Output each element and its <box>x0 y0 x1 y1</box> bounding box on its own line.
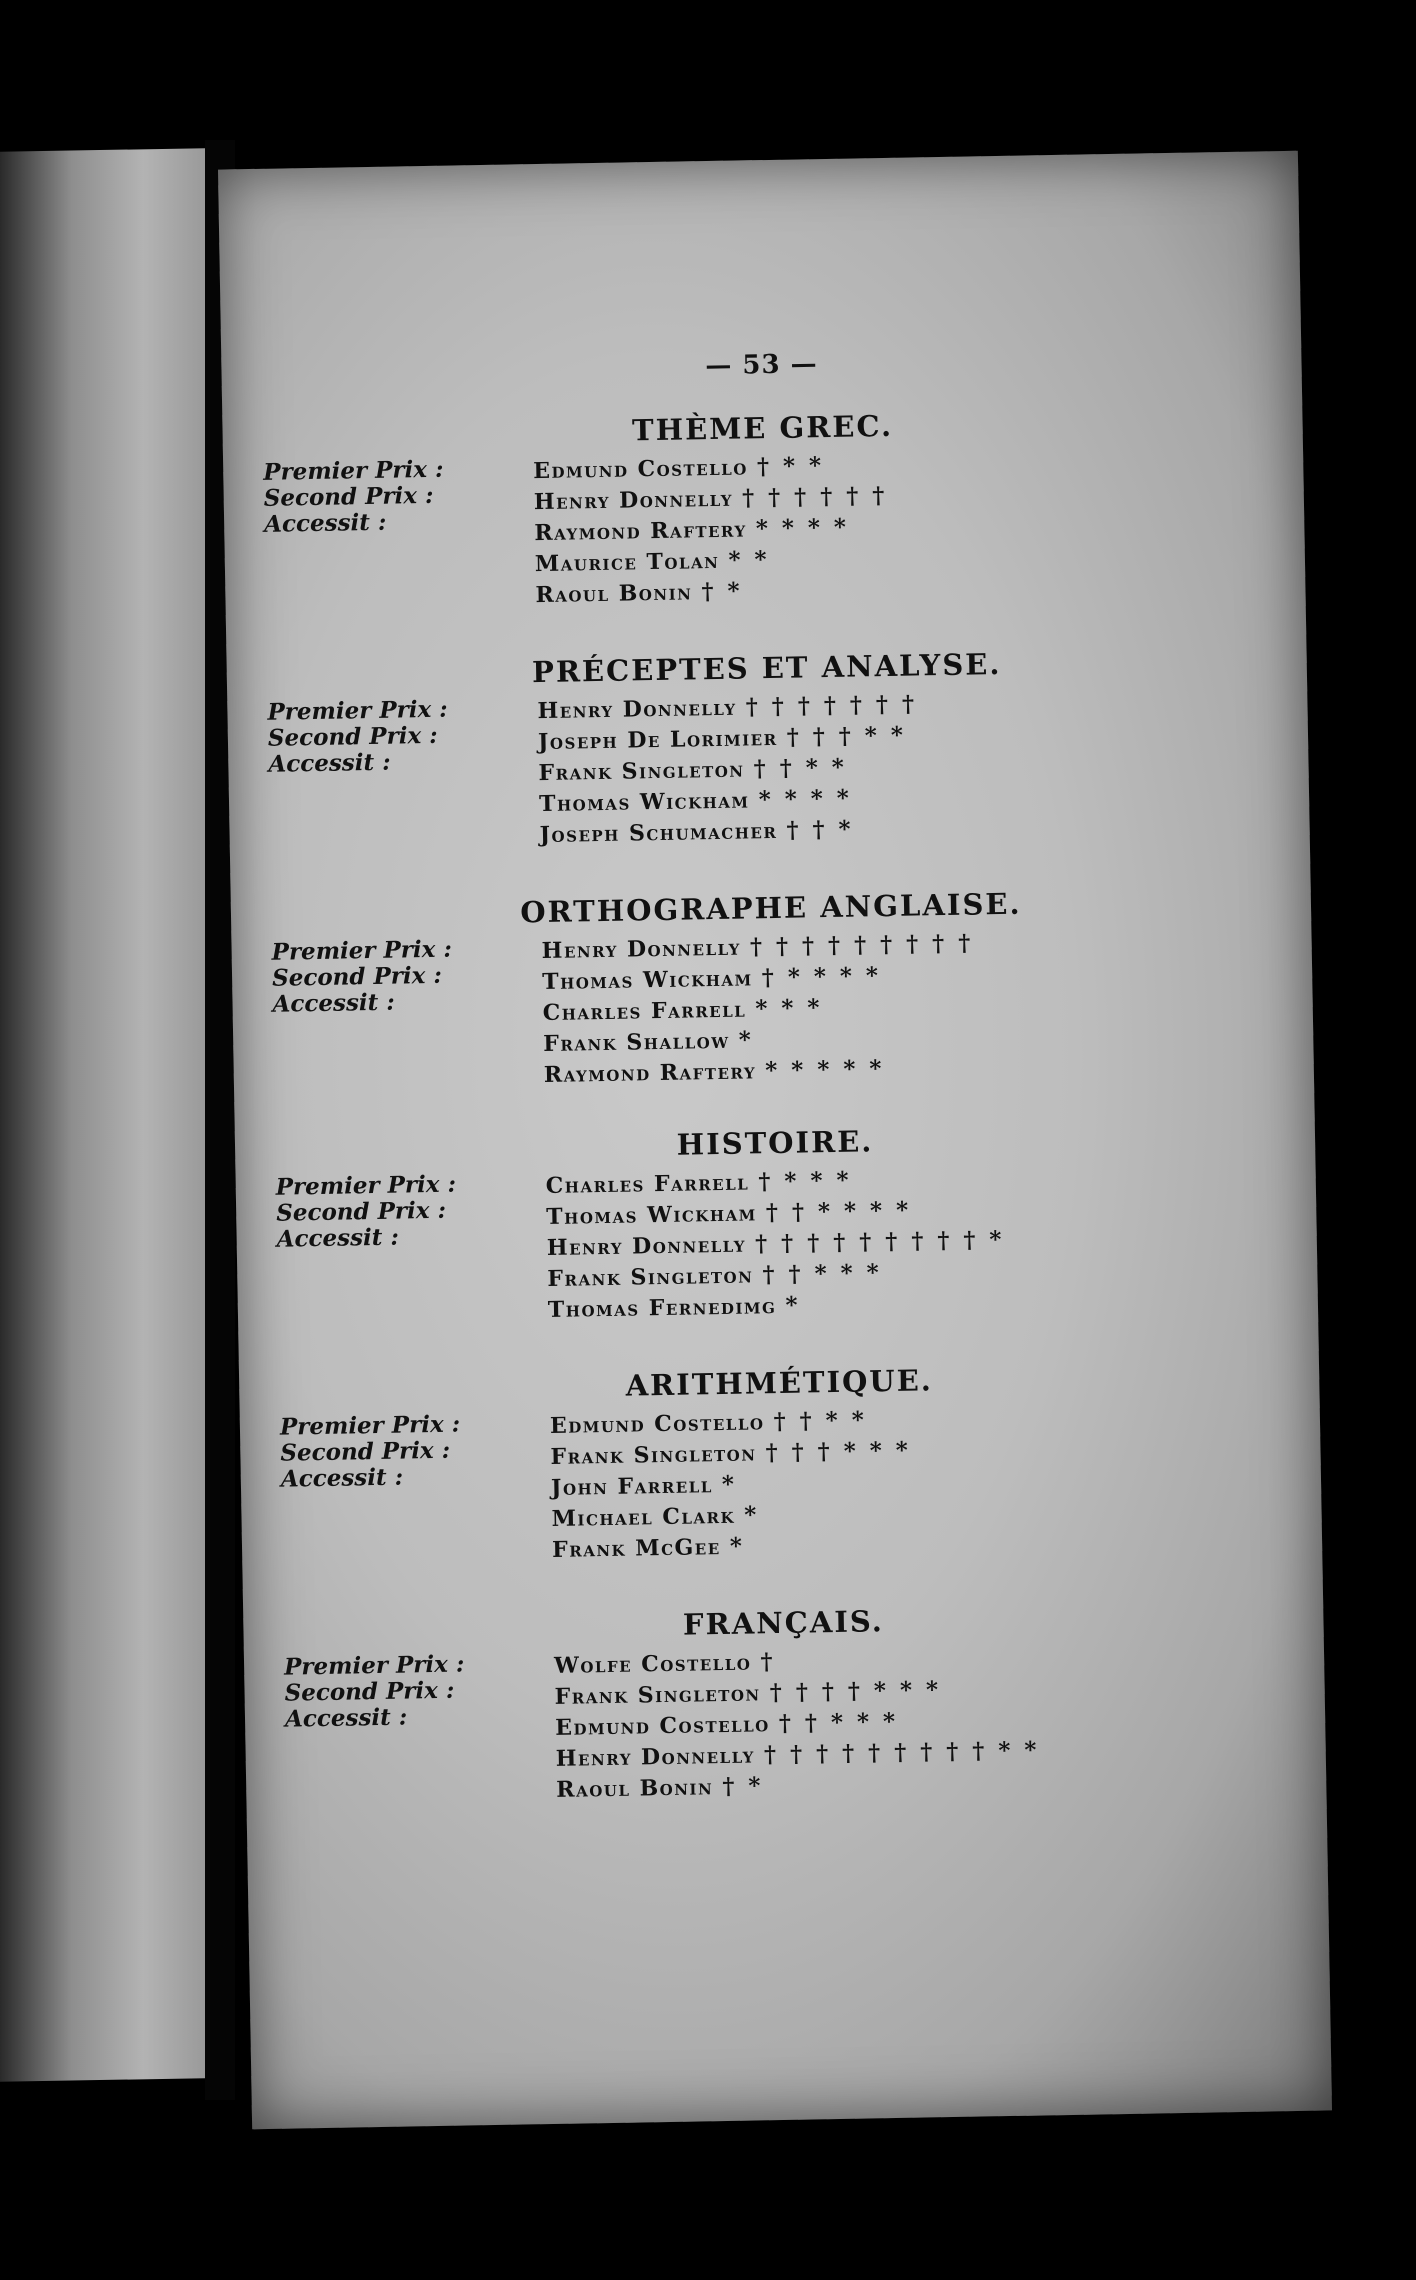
prize-names <box>545 1160 1108 1325</box>
prize-list <box>240 1397 1323 1576</box>
prize-labels <box>280 1411 471 1492</box>
prize-labels <box>267 696 458 777</box>
distinction-marks: * <box>743 1501 760 1529</box>
accessit-label: Accessit : <box>276 1223 400 1253</box>
prize-names <box>533 445 1096 610</box>
student-name: Thomas Wickham <box>541 965 753 996</box>
page-content <box>218 151 1332 2130</box>
distinction-marks: † * <box>722 1772 764 1801</box>
premier-prix-label: Premier Prix : <box>267 695 448 726</box>
student-name: Thomas Fernedimg <box>547 1293 777 1323</box>
distinction-marks: † * <box>701 577 743 606</box>
student-name: Edmund Costello <box>533 454 748 485</box>
prize-list <box>227 682 1310 861</box>
distinction-marks: † † † † † † † <box>745 690 918 721</box>
left-page-edge <box>0 148 205 2082</box>
section-title: HISTOIRE. <box>676 1124 874 1162</box>
second-prix-label: Second Prix : <box>267 721 438 752</box>
distinction-marks: † * * <box>756 452 825 481</box>
distinction-marks: * * <box>728 546 770 574</box>
section-orthographe-anglaise <box>231 876 1314 1101</box>
distinction-marks: † † * * <box>773 1406 867 1436</box>
distinction-marks: † † * <box>786 815 854 844</box>
prize-labels <box>284 1651 475 1732</box>
section-histoire <box>235 1111 1318 1336</box>
premier-prix-label: Premier Prix : <box>271 935 453 966</box>
student-name: Joseph De Lorimier <box>537 724 778 756</box>
section-title: PRÉCEPTES ET ANALYSE. <box>531 646 1002 690</box>
premier-prix-label: Premier Prix : <box>275 1170 457 1201</box>
student-name: Michael Clark <box>551 1502 736 1532</box>
distinction-marks: † * * * <box>758 1166 852 1196</box>
distinction-marks: * <box>721 1470 738 1498</box>
distinction-marks: † † * * <box>753 753 848 783</box>
student-name: Henry Donnelly <box>546 1231 747 1261</box>
prize-labels <box>263 457 454 538</box>
prize-list <box>231 922 1314 1101</box>
student-name: Frank Shallow <box>543 1027 730 1058</box>
distinction-marks: † † * * * <box>778 1707 899 1738</box>
student-name: Frank Singleton <box>538 756 745 787</box>
distinction-marks: * * * * * <box>765 1055 885 1085</box>
second-prix-label: Second Prix : <box>271 961 443 992</box>
distinction-marks: * <box>738 1026 755 1054</box>
accessit-label: Accessit : <box>284 1703 408 1733</box>
distinction-marks: * <box>729 1532 746 1560</box>
student-name: Charles Farrell <box>545 1169 750 1200</box>
student-name: Frank Singleton <box>550 1440 757 1470</box>
student-name: Raoul Bonin <box>556 1774 714 1803</box>
student-name: Henry Donnelly <box>555 1742 756 1772</box>
prize-list <box>244 1636 1327 1815</box>
accessit-label: Accessit : <box>268 748 391 778</box>
distinction-marks: † † † † † † † † † * <box>754 1226 1005 1258</box>
student-name: Raoul Bonin <box>535 579 693 609</box>
distinction-marks: † † * * * * <box>765 1196 912 1227</box>
student-name: Edmund Costello <box>549 1409 765 1439</box>
section-title: ORTHOGRAPHE ANGLAISE. <box>520 886 1022 930</box>
distinction-marks: † † † † † † † † † <box>749 929 974 961</box>
student-name: Raymond Raftery <box>534 516 747 547</box>
student-name: Edmund Costello <box>555 1711 770 1741</box>
prize-names <box>550 1400 1113 1565</box>
accessit-label: Accessit : <box>272 988 396 1018</box>
distinction-marks: * * * <box>755 994 823 1023</box>
section-francais <box>243 1591 1326 1816</box>
student-name: Charles Farrell <box>542 996 747 1027</box>
student-name: Joseph Schumacher <box>539 817 778 849</box>
distinction-marks: † <box>760 1648 776 1676</box>
section-title: THÈME GREC. <box>631 408 894 448</box>
section-arithmetique <box>239 1351 1322 1576</box>
second-prix-label: Second Prix : <box>284 1676 455 1707</box>
distinction-marks: * <box>785 1291 801 1319</box>
prize-names <box>554 1640 1117 1805</box>
student-name: Frank Singleton <box>554 1680 761 1710</box>
distinction-marks: † † * * * <box>762 1259 882 1289</box>
prize-list <box>236 1157 1319 1336</box>
accessit-label: Accessit : <box>280 1463 404 1493</box>
prize-names <box>541 925 1104 1090</box>
second-prix-label: Second Prix : <box>280 1436 451 1467</box>
prize-labels <box>276 1171 467 1252</box>
prize-names <box>537 685 1100 850</box>
page-number: — 53 — <box>705 349 818 382</box>
accessit-label: Accessit : <box>263 508 387 538</box>
student-name: Maurice Tolan <box>534 547 720 578</box>
student-name: Wolfe Costello <box>553 1649 752 1679</box>
prize-list <box>223 442 1306 621</box>
section-title: ARITHMÉTIQUE. <box>625 1363 934 1403</box>
section-preceptes-analyse <box>226 636 1309 861</box>
distinction-marks: * * * * <box>758 784 853 814</box>
second-prix-label: Second Prix : <box>263 481 434 512</box>
distinction-marks: † † † † † † <box>741 481 888 512</box>
book-page <box>218 151 1332 2130</box>
student-name: Henry Donnelly <box>533 485 734 516</box>
section-theme-grec <box>222 396 1305 621</box>
premier-prix-label: Premier Prix : <box>263 455 444 486</box>
distinction-marks: † † † * * <box>786 721 907 751</box>
student-name: Frank Singleton <box>547 1262 754 1292</box>
student-name: Henry Donnelly <box>537 694 737 725</box>
distinction-marks: † † † † † † † † † * * <box>763 1736 1040 1769</box>
distinction-marks: † * * * * <box>761 962 882 992</box>
student-name: Frank McGee <box>551 1534 721 1563</box>
student-name: Raymond Raftery <box>543 1058 757 1089</box>
distinction-marks: † † † † * * * <box>769 1676 942 1707</box>
student-name: John Farrell <box>550 1472 713 1501</box>
section-title: FRANÇAIS. <box>682 1604 885 1642</box>
premier-prix-label: Premier Prix : <box>283 1650 465 1681</box>
prize-labels <box>271 936 462 1017</box>
student-name: Thomas Wickham <box>538 787 750 818</box>
distinction-marks: * * * * <box>755 513 850 543</box>
student-name: Thomas Wickham <box>546 1200 757 1231</box>
premier-prix-label: Premier Prix : <box>279 1410 461 1441</box>
student-name: Henry Donnelly <box>541 934 742 965</box>
second-prix-label: Second Prix : <box>275 1196 447 1227</box>
distinction-marks: † † † * * * <box>765 1436 912 1467</box>
